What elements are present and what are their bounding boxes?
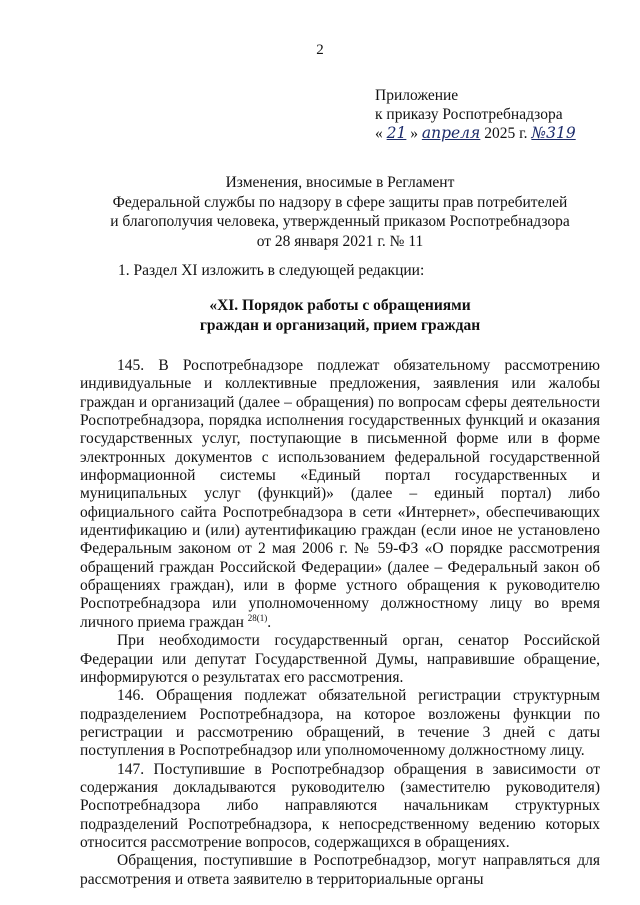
paragraph-145-end: .	[267, 613, 272, 631]
title-line-2: Федеральной службы по надзору в сфере защиты прав потребителей	[112, 193, 568, 211]
order-number: №319	[531, 124, 576, 142]
page-number: 2	[316, 42, 324, 58]
section-heading-line-2: граждан и организаций, прием граждан	[199, 316, 481, 334]
appendix-order-ref: к приказу Роспотребнадзора	[375, 106, 563, 123]
section-heading-line-1: «XI. Порядок работы с обращениями	[209, 297, 471, 314]
paragraph-145	[80, 357, 600, 632]
appendix-date-line	[375, 124, 576, 143]
paragraph-145-text: 145. В Роспотребнадзоре подлежат обязательному рассмотрению индивидуальные и коллективные предложения, заявления или жалобы граждан и организаций (далее – обращения) по вопросам сферы деятельности Роспотребнадзора, порядка исполнения государственных функций и оказания государственных услуг, поступающие в письменной форме или в форме электронных документов с использованием федеральной государственной информационной системы «Единый портал государственных и муниципальных услуг (функций)» (далее – единый портал) либо официального сайта Роспотребнадзора в сети «Интернет», обеспечивающих идентификацию и (или) аутентификацию граждан (если иное не установлено Федеральным законом от 2 мая 2006 г. № 59-ФЗ «О порядке рассмотрения обращений граждан Российской Федерации» (далее – Федеральный закон об обращениях граждан), или в форме устного обращения к руководителю Роспотребнадзора или уполномоченному должностному лицу во время личного приема граждан	[80, 357, 600, 631]
appendix-label: Приложение	[375, 87, 459, 104]
paragraph-146: 146. Обращения подлежат обязательной регистрации структурным подразделением Роспотребнадзора, на которое возложены функции по регистрации и рассмотрению обращений, в течение 3 дней с даты поступления в Роспотребнадзор или уполномоченному должностному лицу.	[80, 687, 600, 760]
title-line-3: и благополучия человека, утвержденный приказом Роспотребнадзора	[110, 213, 570, 230]
paragraph-147: 147. Поступившие в Роспотребнадзор обращения в зависимости от содержания докладываются руководителю (заместителю руководителя) Роспотребнадзора либо направляются начальникам структурных подразделений Роспотребнадзора, к непосредственному ведению которых относится рассмотрение вопросов, содержащихся в обращениях.	[80, 760, 600, 851]
document-title	[80, 173, 600, 251]
date-close-quote: »	[410, 125, 418, 142]
date-open-quote: «	[375, 125, 383, 142]
paragraph-147-cont: Обращения, поступившие в Роспотребнадзор, могут направляться для рассмотрения и ответа заявителю в территориальные органы	[80, 852, 600, 888]
item-1: 1. Раздел XI изложить в следующей редакции:	[118, 262, 425, 279]
paragraph-145-cont: При необходимости государственный орган, сенатор Российской Федерации или депутат Государственной Думы, направившие обращение, информируются о результатах его рассмотрения.	[80, 632, 600, 686]
appendix-header	[375, 86, 576, 143]
date-year: 2025 г.	[484, 125, 528, 142]
document-body	[80, 357, 600, 889]
section-heading	[80, 296, 600, 335]
title-line-1: Изменения, вносимые в Регламент	[225, 174, 455, 191]
date-day: 21	[386, 124, 407, 142]
title-line-4: от 28 января 2021 г. № 11	[256, 232, 424, 250]
date-month: апреля	[421, 124, 481, 142]
footnote-ref: 28(1)	[247, 612, 268, 623]
